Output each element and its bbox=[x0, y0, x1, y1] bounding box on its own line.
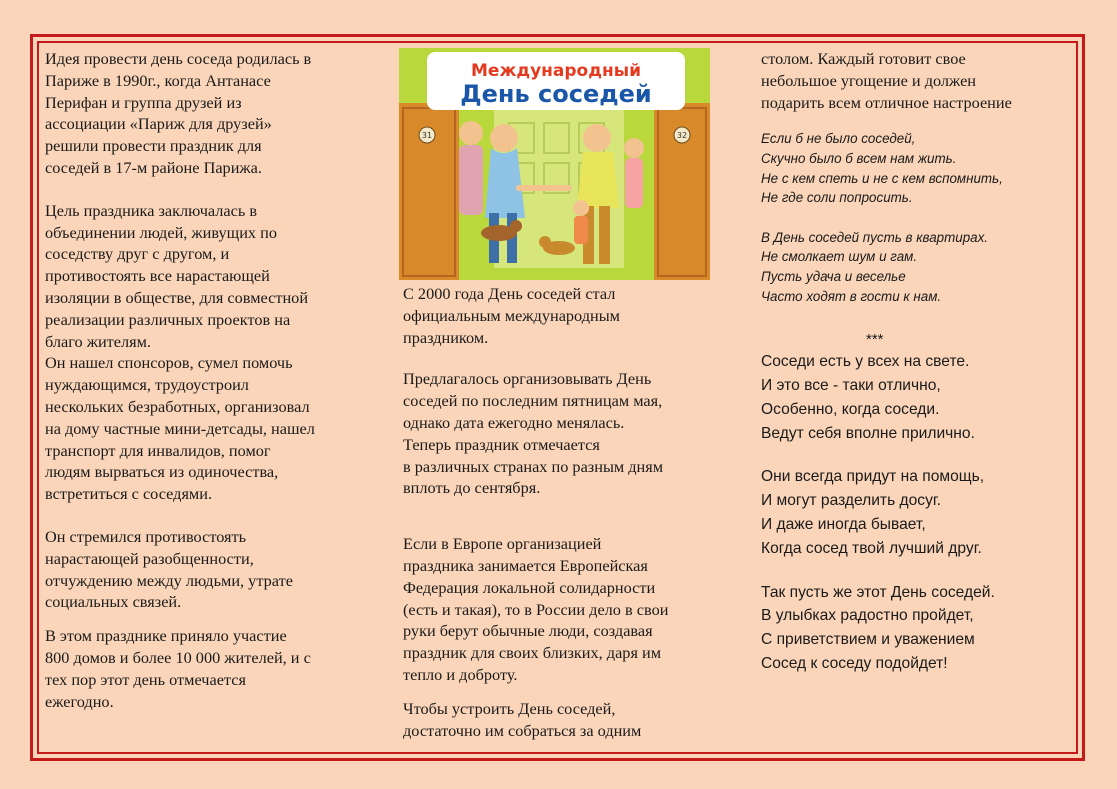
paragraph-origin: Идея провести день соседа родилась в Париже в 1990г., когда Антанасе Перифан и группа друзей из ассоциации «Париж для друзей» решили провести праздник для соседей в 17-м районе Парижа. bbox=[45, 49, 312, 177]
paragraph-official: С 2000 года День соседей стал официальным международным праздником. bbox=[403, 284, 620, 347]
verse-2: В День соседей пусть в квартирах. Не смолкает шум и гам. Пусть удача и веселье Часто ходят в гости к нам. bbox=[761, 229, 989, 304]
column-middle bbox=[403, 283, 723, 741]
paragraph-goal: Цель праздника заключалась в объединении людей, живущих по соседству друг с другом, и противостоять все нарастающей изоляции в обществе, для совместной реализации различных проектов на благо жителям. Он нашел спонсоров, сумел помочь нуждающимся, трудоустроил нескольких безработных, организовал на дому частные мини-детсады, нашел транспорт для инвалидов, помог людям вырваться из одиночества, встретиться с соседями. bbox=[45, 200, 315, 504]
door-number-left: 31 bbox=[421, 131, 433, 140]
paragraph-howto: Чтобы устроить День соседей, достаточно им собраться за одним bbox=[403, 698, 642, 740]
poem-stanza-3: Так пусть же этот День соседей. В улыбках радостно пройдет, С приветствием и уважением Сосед к соседу подойдет! bbox=[761, 583, 995, 672]
verse-1: Если б не было соседей, Скучно было б всем нам жить. Не с кем спеть и не с кем вспомнить, Не где соли попросить. bbox=[761, 131, 1003, 206]
column-right bbox=[761, 48, 1081, 676]
paragraph-europe: Если в Европе организацией праздника занимается Европейская Федерация локальной солидарности (есть и такая), то в России дело в свои руки берут обычные люди, создавая праздник для своих близких, даря им тепло и доброту. bbox=[403, 534, 669, 684]
column-left bbox=[45, 48, 370, 712]
poem-stanza-1: Соседи есть у всех на свете. И это все - таки отлично, Особенно, когда соседи. Ведут себя вполне прилично. bbox=[761, 353, 975, 442]
illustration-svg bbox=[399, 48, 710, 280]
poem-stanza-2: Они всегда придут на помощь, И могут разделить досуг. И даже иногда бывает, Когда сосед твой лучший друг. bbox=[761, 468, 985, 557]
separator-stars: *** bbox=[866, 331, 884, 349]
paragraph-resist: Он стремился противостоять нарастающей разобщенности, отчуждению между людьми, утрате социальных связей. bbox=[45, 526, 293, 612]
door-number-right: 32 bbox=[676, 131, 688, 140]
illustration-title-2: День соседей bbox=[460, 80, 652, 108]
paragraph-participants: В этом празднике приняло участие 800 домов и более 10 000 жителей, и с тех пор этот день отмечается ежегодно. bbox=[45, 626, 311, 711]
paragraph-dates: Предлагалось организовывать День соседей по последним пятницам мая, однако дата ежегодно менялась. Теперь праздник отмечается в различных странах по разным дням вплоть до сентября. bbox=[403, 369, 664, 498]
paragraph-table: столом. Каждый готовит свое небольшое угощение и должен подарить всем отличное настроение bbox=[761, 49, 1012, 112]
illustration-title-1: Международный bbox=[471, 61, 641, 81]
neighbors-day-illustration bbox=[399, 48, 710, 280]
